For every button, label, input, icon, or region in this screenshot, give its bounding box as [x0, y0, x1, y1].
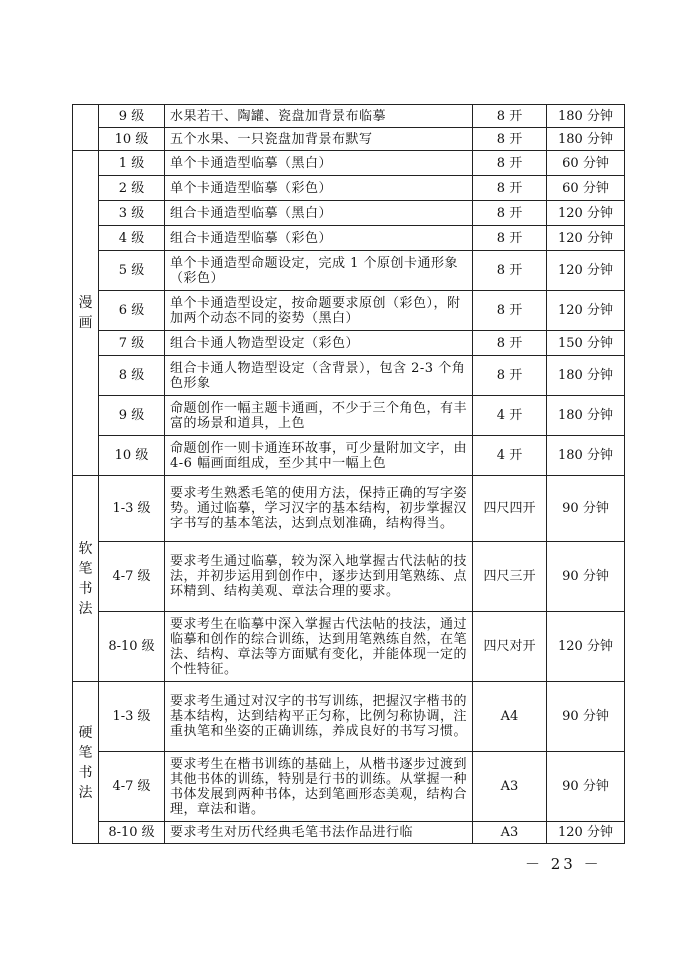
- table-row: [73, 331, 625, 356]
- level-cell: 8-10 级: [99, 822, 165, 844]
- description-cell: 要求考生熟悉毛笔的使用方法，保持正确的写字姿势。通过临摹，学习汉字的基本结构，初步掌握汉字书写的基本笔法，达到点划准确，结构得当。: [165, 476, 473, 542]
- category-cell-brush-calligraphy: [73, 476, 99, 682]
- table-row: [73, 176, 625, 201]
- level-cell: 7 级: [99, 331, 165, 356]
- table-row: [73, 128, 625, 151]
- paper-size-cell: 4 开: [473, 436, 547, 476]
- paper-size-cell: 8 开: [473, 226, 547, 251]
- table-row: [73, 822, 625, 844]
- duration-cell: 180 分钟: [547, 128, 625, 151]
- level-cell: 9 级: [99, 105, 165, 128]
- description-cell: 命题创作一幅主题卡通画，不少于三个角色，有丰富的场景和道具，上色: [165, 396, 473, 436]
- duration-cell: 90 分钟: [547, 752, 625, 822]
- level-cell: 2 级: [99, 176, 165, 201]
- table-row: [73, 201, 625, 226]
- level-cell: 8-10 级: [99, 612, 165, 682]
- level-cell: 10 级: [99, 128, 165, 151]
- description-cell: 要求考生在临摹中深入掌握古代法帖的技法，通过临摹和创作的综合训练，达到用笔熟练自然，在笔法、结构、章法等方面赋有变化，并能体现一定的个性特征。: [165, 612, 473, 682]
- duration-cell: 180 分钟: [547, 396, 625, 436]
- table-row: [73, 476, 625, 542]
- table-row: [73, 105, 625, 128]
- level-cell: 6 级: [99, 291, 165, 331]
- duration-cell: 90 分钟: [547, 542, 625, 612]
- duration-cell: 180 分钟: [547, 436, 625, 476]
- duration-cell: 90 分钟: [547, 476, 625, 542]
- description-cell: 组合卡通造型临摹（黑白）: [165, 201, 473, 226]
- duration-cell: 120 分钟: [547, 226, 625, 251]
- duration-cell: 60 分钟: [547, 151, 625, 176]
- duration-cell: 180 分钟: [547, 105, 625, 128]
- paper-size-cell: 8 开: [473, 331, 547, 356]
- level-cell: 5 级: [99, 251, 165, 291]
- paper-size-cell: 4 开: [473, 396, 547, 436]
- description-cell: 要求考生通过临摹，较为深入地掌握古代法帖的技法，并初步运用到创作中，逐步达到用笔熟练、点环精到、结构美观、章法合理的要求。: [165, 542, 473, 612]
- paper-size-cell: 8 开: [473, 356, 547, 396]
- duration-cell: 180 分钟: [547, 356, 625, 396]
- paper-size-cell: 四尺三开: [473, 542, 547, 612]
- level-cell: 4-7 级: [99, 752, 165, 822]
- paper-size-cell: A3: [473, 822, 547, 844]
- paper-size-cell: 8 开: [473, 105, 547, 128]
- paper-size-cell: 8 开: [473, 291, 547, 331]
- paper-size-cell: 8 开: [473, 201, 547, 226]
- duration-cell: 120 分钟: [547, 291, 625, 331]
- description-cell: 五个水果、一只瓷盘加背景布默写: [165, 128, 473, 151]
- level-cell: 10 级: [99, 436, 165, 476]
- category-cell-sketch: [73, 105, 99, 151]
- category-label: 软 笔 书 法: [78, 540, 93, 617]
- level-cell: 4-7 级: [99, 542, 165, 612]
- description-cell: 单个卡通造型临摹（黑白）: [165, 151, 473, 176]
- duration-cell: 90 分钟: [547, 682, 625, 752]
- exam-standards-table: [72, 104, 625, 844]
- description-cell: 单个卡通造型临摹（彩色）: [165, 176, 473, 201]
- table-row: [73, 251, 625, 291]
- paper-size-cell: A3: [473, 752, 547, 822]
- level-cell: 8 级: [99, 356, 165, 396]
- category-label: 漫 画: [78, 295, 93, 331]
- description-cell: 组合卡通人物造型设定（彩色）: [165, 331, 473, 356]
- description-cell: 组合卡通人物造型设定（含背景），包含 2-3 个角色形象: [165, 356, 473, 396]
- page-number: － 23 －: [525, 855, 602, 873]
- level-cell: 9 级: [99, 396, 165, 436]
- level-cell: 1 级: [99, 151, 165, 176]
- description-cell: 单个卡通造型设定，按命题要求原创（彩色），附加两个动态不同的姿势（黑白）: [165, 291, 473, 331]
- duration-cell: 150 分钟: [547, 331, 625, 356]
- paper-size-cell: 8 开: [473, 176, 547, 201]
- paper-size-cell: 8 开: [473, 128, 547, 151]
- duration-cell: 120 分钟: [547, 612, 625, 682]
- level-cell: 1-3 级: [99, 476, 165, 542]
- paper-size-cell: 8 开: [473, 251, 547, 291]
- description-cell: 命题创作一则卡通连环故事，可少量附加文字，由 4-6 幅画面组成，至少其中一幅上色: [165, 436, 473, 476]
- table-row: [73, 396, 625, 436]
- description-cell: 单个卡通造型命题设定，完成 1 个原创卡通形象（彩色）: [165, 251, 473, 291]
- description-cell: 要求考生通过对汉字的书写训练，把握汉字楷书的基本结构，达到结构平正匀称，比例匀称协调，注重执笔和坐姿的正确训练，养成良好的书写习惯。: [165, 682, 473, 752]
- description-cell: 组合卡通造型临摹（彩色）: [165, 226, 473, 251]
- category-cell-pen-calligraphy: [73, 682, 99, 844]
- level-cell: 1-3 级: [99, 682, 165, 752]
- paper-size-cell: 8 开: [473, 151, 547, 176]
- category-label: 硬 笔 书 法: [78, 724, 93, 801]
- description-cell: 要求考生对历代经典毛笔书法作品进行临: [165, 822, 473, 844]
- table-row: [73, 612, 625, 682]
- level-cell: 4 级: [99, 226, 165, 251]
- table-row: [73, 542, 625, 612]
- duration-cell: 120 分钟: [547, 251, 625, 291]
- table-row: [73, 356, 625, 396]
- duration-cell: 120 分钟: [547, 822, 625, 844]
- level-cell: 3 级: [99, 201, 165, 226]
- paper-size-cell: 四尺对开: [473, 612, 547, 682]
- paper-size-cell: A4: [473, 682, 547, 752]
- duration-cell: 120 分钟: [547, 201, 625, 226]
- table-row: [73, 291, 625, 331]
- category-cell-comics: [73, 151, 99, 476]
- table-row: [73, 436, 625, 476]
- table-row: [73, 151, 625, 176]
- table-row: [73, 226, 625, 251]
- table-row: [73, 752, 625, 822]
- description-cell: 要求考生在楷书训练的基础上，从楷书逐步过渡到其他书体的训练，特别是行书的训练。从掌握一种书体发展到两种书体，达到笔画形态美观，结构合理，章法和谐。: [165, 752, 473, 822]
- paper-size-cell: 四尺四开: [473, 476, 547, 542]
- duration-cell: 60 分钟: [547, 176, 625, 201]
- table-row: [73, 682, 625, 752]
- description-cell: 水果若干、陶罐、瓷盘加背景布临摹: [165, 105, 473, 128]
